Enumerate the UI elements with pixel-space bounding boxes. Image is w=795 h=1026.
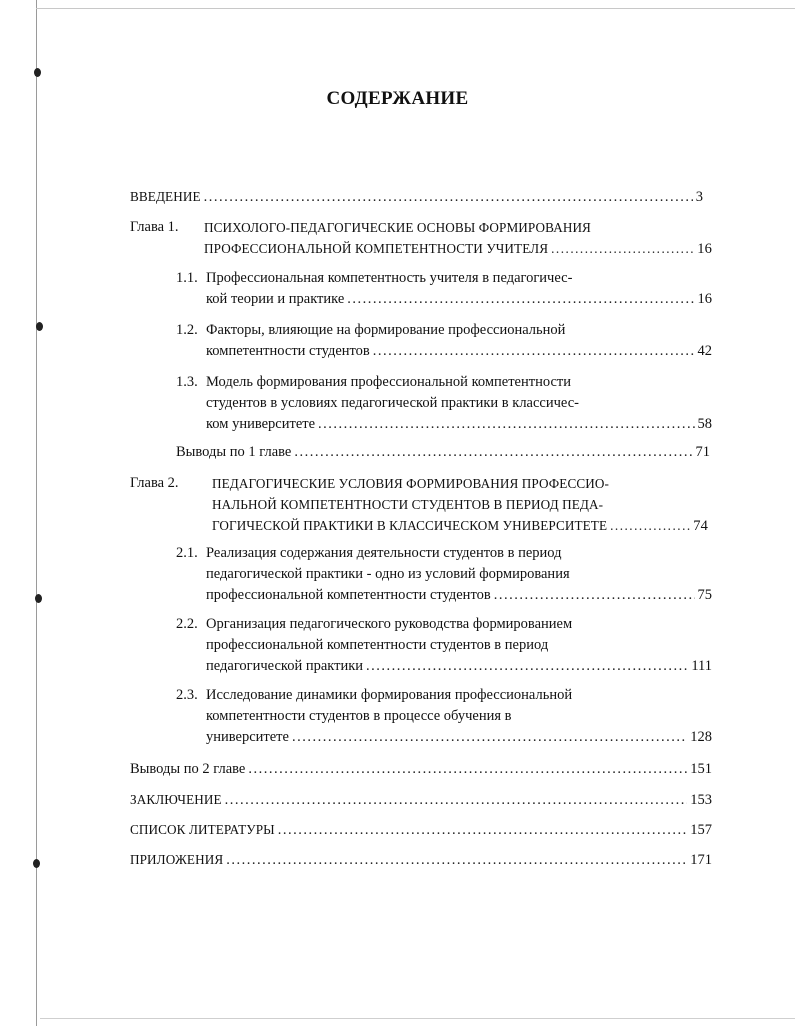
entry-line: Реализация содержания деятельности студентов в период <box>206 545 562 561</box>
toc-entry-conclusion <box>130 789 712 811</box>
scan-mark <box>35 594 42 603</box>
scan-mark <box>33 859 40 868</box>
dot-leader <box>225 790 688 811</box>
page-number: 3 <box>695 189 703 205</box>
section-number: 2.1. <box>176 545 198 561</box>
entry-line: ГОГИЧЕСКОЙ ПРАКТИКИ В КЛАССИЧЕСКОМ УНИВЕРСИТЕТЕ <box>212 518 608 533</box>
chapter-label: Глава 1. <box>130 219 179 235</box>
toc-entry-section-2-1 <box>206 543 712 606</box>
toc-entry-references <box>130 819 712 841</box>
page-number: 128 <box>690 729 712 745</box>
scan-edge-left <box>36 0 37 1026</box>
dot-leader <box>610 515 690 536</box>
entry-line: Исследование динамики формирования профессиональной <box>206 687 573 703</box>
scan-mark <box>36 322 43 331</box>
entry-line: педагогической практики - одно из условий формирования <box>206 566 570 582</box>
page-number: 16 <box>697 241 712 257</box>
entry-title: Выводы по 2 главе <box>130 761 246 777</box>
toc-entry-appendices <box>130 849 712 871</box>
toc-entry-introduction <box>130 186 703 208</box>
section-number: 2.2. <box>176 616 198 632</box>
scan-edge-top <box>36 8 795 9</box>
dot-leader <box>226 850 687 871</box>
section-number: 1.3. <box>176 374 198 390</box>
toc-entry-section-1-1 <box>206 268 712 310</box>
scan-mark <box>34 68 41 77</box>
toc-entry-section-1-2 <box>206 320 712 362</box>
dot-leader <box>551 238 694 259</box>
toc-entry-chapter-2 <box>212 473 708 537</box>
entry-line: ПЕДАГОГИЧЕСКИЕ УСЛОВИЯ ФОРМИРОВАНИЯ ПРОФЕССИО- <box>212 476 609 491</box>
section-number: 1.2. <box>176 322 198 338</box>
entry-line: компетентности студентов в процессе обучения в <box>206 708 512 724</box>
entry-title: Выводы по 1 главе <box>176 444 292 460</box>
entry-line: НАЛЬНОЙ КОМПЕТЕНТНОСТИ СТУДЕНТОВ В ПЕРИОД ПЕДА- <box>212 497 604 512</box>
dot-leader <box>292 727 687 748</box>
dot-leader <box>318 414 694 435</box>
section-number: 1.1. <box>176 270 198 286</box>
dot-leader <box>278 820 687 841</box>
entry-line: университете <box>206 729 289 745</box>
entry-line: профессиональной компетентности студентов в период <box>206 637 549 653</box>
page-number: 153 <box>690 792 712 808</box>
entry-line: Модель формирования профессиональной компетентности <box>206 374 571 390</box>
page-number: 42 <box>697 343 712 359</box>
page-title: СОДЕРЖАНИЕ <box>326 88 469 109</box>
toc-entry-conclusions-2 <box>130 759 712 780</box>
entry-line: профессиональной компетентности студентов <box>206 587 491 603</box>
toc-entry-chapter-1 <box>204 217 712 260</box>
entry-line: ком университете <box>206 416 316 432</box>
entry-line: кой теории и практике <box>206 291 345 307</box>
page-number: 111 <box>691 658 712 674</box>
page-number: 75 <box>697 587 712 603</box>
dot-leader <box>494 585 695 606</box>
entry-line: Факторы, влияющие на формирование профессиональной <box>206 322 566 338</box>
dot-leader <box>248 759 687 780</box>
entry-line: компетентности студентов <box>206 343 370 359</box>
entry-title: СПИСОК ЛИТЕРАТУРЫ <box>130 822 275 837</box>
entry-line: ПСИХОЛОГО-ПЕДАГОГИЧЕСКИЕ ОСНОВЫ ФОРМИРОВАНИЯ <box>204 220 591 235</box>
page-number: 74 <box>693 518 708 534</box>
page-number: 157 <box>690 822 712 838</box>
entry-line: Профессиональная компетентность учителя в педагогичес- <box>206 270 573 286</box>
section-number: 2.3. <box>176 687 198 703</box>
dot-leader <box>366 656 688 677</box>
chapter-label: Глава 2. <box>130 475 179 491</box>
entry-title: ВВЕДЕНИЕ <box>130 189 201 204</box>
entry-title: ПРИЛОЖЕНИЯ <box>130 852 224 867</box>
page-number: 171 <box>690 852 712 868</box>
scan-edge-bottom <box>40 1018 795 1019</box>
dot-leader <box>204 187 693 208</box>
entry-title: ЗАКЛЮЧЕНИЕ <box>130 792 222 807</box>
page-number: 58 <box>697 416 712 432</box>
entry-line: студентов в условиях педагогической практики в классичес- <box>206 395 579 411</box>
toc-entry-section-1-3 <box>206 372 712 435</box>
page-number: 16 <box>697 291 712 307</box>
entry-line: ПРОФЕССИОНАЛЬНОЙ КОМПЕТЕНТНОСТИ УЧИТЕЛЯ <box>204 241 549 256</box>
dot-leader <box>294 442 692 463</box>
dot-leader <box>373 341 695 362</box>
entry-line: Организация педагогического руководства формированием <box>206 616 573 632</box>
page-number: 151 <box>690 761 712 777</box>
toc-entry-conclusions-1 <box>176 442 710 463</box>
entry-line: педагогической практики <box>206 658 364 674</box>
dot-leader <box>347 289 694 310</box>
page-number: 71 <box>695 444 710 460</box>
toc-entry-section-2-3 <box>206 685 712 748</box>
toc-entry-section-2-2 <box>206 614 712 677</box>
